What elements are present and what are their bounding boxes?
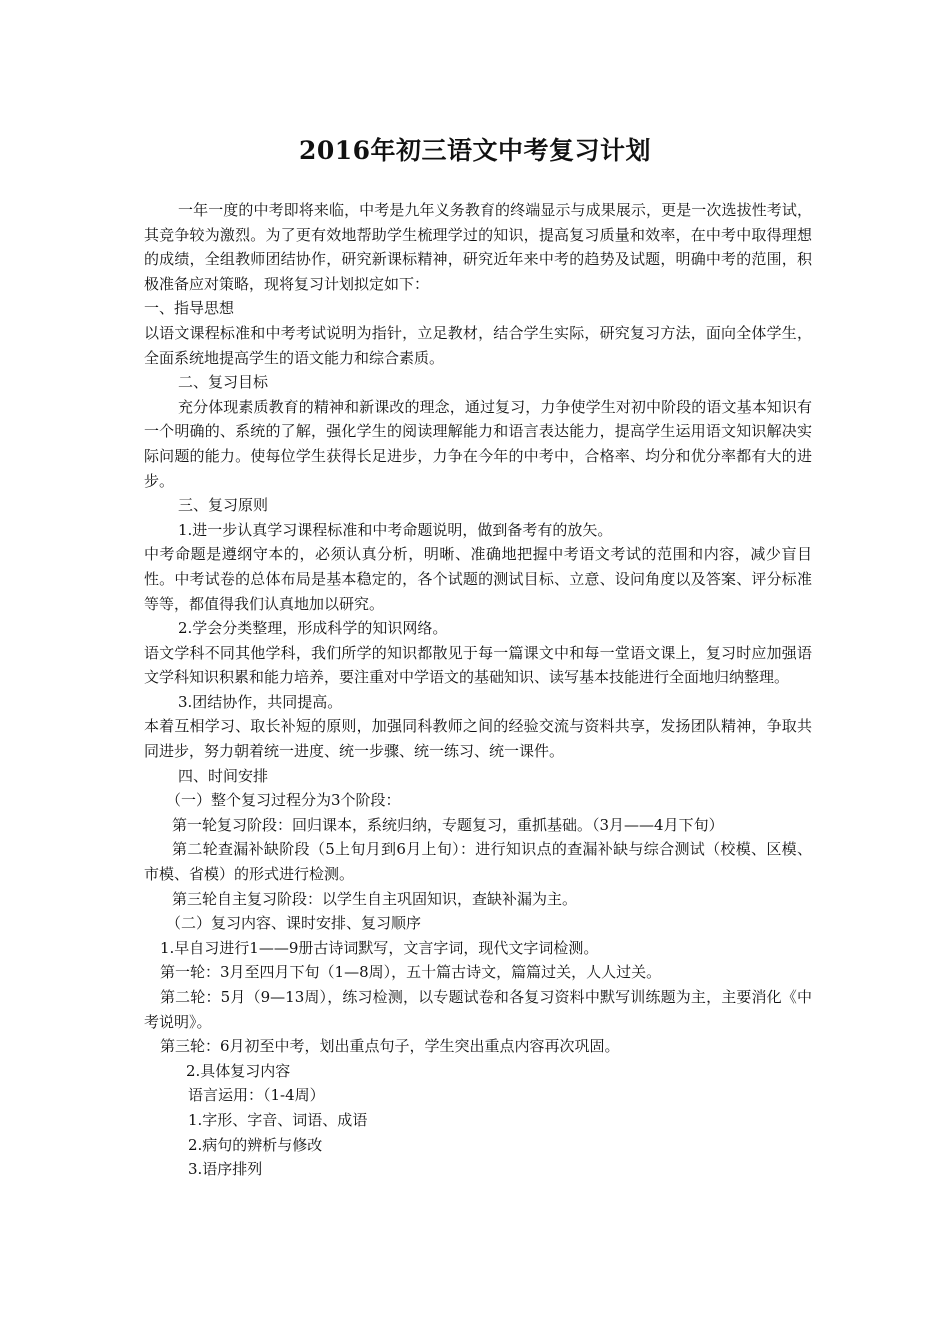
paragraph: 第三轮：6月初至中考，划出重点句子，学生突出重点内容再次巩固。 [160,1037,620,1056]
paragraph: 二、复习目标 [178,373,269,392]
paragraph: 2.病句的辨析与修改 [188,1135,323,1154]
paragraph: 2.学会分类整理，形成科学的知识网络。 [178,619,448,638]
paragraph: 第二轮查漏补缺阶段（5上旬月到6月上旬）：进行知识点的查漏补缺与综合测试（校模、区模、市模、省模）的形式进行检测。 [144,840,812,884]
paragraph: 第一轮复习阶段：回归课本，系统归纳，专题复习，重抓基础。（3月——4月下旬） [172,815,724,834]
paragraph: 语文学科不同其他学科，我们所学的知识都散见于每一篇课文中和每一堂语文课上，复习时应加强语文学科知识积累和能力培养，要注重对中学语文的基础知识、读写基本技能进行全面地归纳整理。 [144,643,812,687]
paragraph: 充分体现素质教育的精神和新课改的理念，通过复习，力争使学生对初中阶段的语文基本知识有一个明确的、系统的了解，强化学生的阅读理解能力和语言表达能力，提高学生运用语文知识解决实际问题的能力。使每位学生获得长足进步，力争在今年的中考中，合格率、均分和优分率都有大的进步。 [144,397,812,490]
paragraph: 四、时间安排 [178,766,269,785]
paragraph: 3.团结协作，共同提高。 [178,692,343,711]
paragraph: 1.早自习进行1——9册古诗词默写，文言字词，现代文字词检测。 [160,938,599,957]
paragraph: 3.语序排列 [188,1160,263,1179]
paragraph: 中考命题是遵纲守本的，必须认真分析，明晰、准确地把握中考语文考试的范围和内容，减少盲目性。中考试卷的总体布局是基本稳定的，各个试题的测试目标、立意、设问角度以及答案、评分标准等等，都值得我们认真地加以研究。 [144,545,812,613]
paragraph: （一）整个复习过程分为3个阶段： [166,791,401,810]
paragraph: 本着互相学习、取长补短的原则，加强同科教师之间的经验交流与资料共享，发扬团队精神，争取共同进步，努力朝着统一进度、统一步骤、统一练习、统一课件。 [144,717,812,761]
paragraph: 一年一度的中考即将来临，中考是九年义务教育的终端显示与成果展示，更是一次选拔性考试，其竞争较为激烈。为了更有效地帮助学生梳理学过的知识，提高复习质量和效率，在中考中取得理想的成绩，全组教师团结协作，研究新课标精神，研究近年来中考的趋势及试题，明确中考的范围，积极准备应对策略，现将复习计划拟定如下： [144,201,812,293]
paragraph: 第二轮：5月（9—13周），练习检测，以专题试卷和各复习资料中默写训练题为主，主要消化《中考说明》。 [144,988,812,1031]
paragraph: 第三轮自主复习阶段：以学生自主巩固知识，查缺补漏为主。 [172,889,578,908]
document-body [144,198,812,1182]
paragraph: 一、指导思想 [144,299,235,318]
paragraph: 2.具体复习内容 [186,1061,291,1080]
paragraph: （二）复习内容、课时安排、复习顺序 [166,914,422,933]
paragraph: 第一轮：3月至四月下旬（1—8周），五十篇古诗文，篇篇过关，人人过关。 [160,963,662,982]
paragraph: 三、复习原则 [178,496,269,515]
paragraph: 以语文课程标准和中考考试说明为指针，立足教材，结合学生实际，研究复习方法，面向全体学生，全面系统地提高学生的语文能力和综合素质。 [144,323,812,367]
paragraph: 1.字形、字音、词语、成语 [188,1110,368,1129]
paragraph: 语言运用：（1-4周） [188,1086,325,1105]
document-title: 2016年初三语文中考复习计划 [298,136,652,165]
paragraph: 1.进一步认真学习课程标准和中考命题说明，做到备考有的放矢。 [178,520,613,539]
